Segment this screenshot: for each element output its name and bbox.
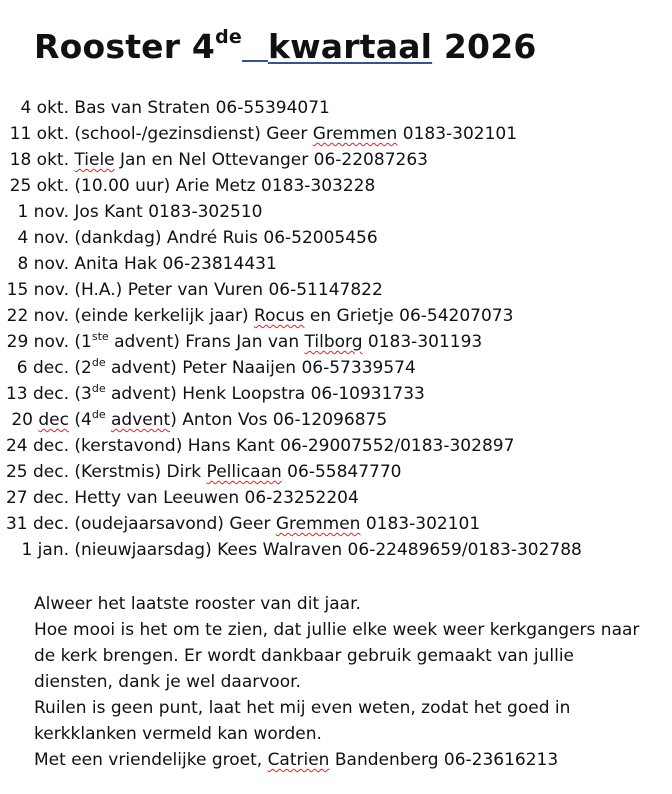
schedule-text: (3 [69,384,92,404]
schedule-date: 4 nov. [17,228,69,248]
schedule-text: 06-55847770 [281,462,402,482]
schedule-row [0,199,672,225]
schedule-date: 29 nov. [6,332,69,352]
ordinal-superscript: de [91,408,106,421]
closing-line-2: Hoe mooi is het om te zien, dat jullie elke week weer kerkgangers naar de kerk brengen. Er wordt dankbaar gebruik gemaakt van jullie diensten, dank je wel daarvoor. [34,620,640,692]
title-superscript: de [215,26,242,48]
signer-rest: Bandenberg 06-23616213 [329,750,559,770]
schedule-text: (dankdag) André Ruis 06-52005456 [69,228,378,248]
schedule-text: Tilborg [304,332,363,352]
closing-text [34,591,654,773]
schedule-text: Rocus [254,306,305,326]
page-title [34,24,537,70]
schedule-row [0,147,672,173]
schedule-text: Jan en Nel Ottevanger 06-22087263 [114,150,428,170]
schedule-text: Gremmen [275,514,361,534]
schedule-date: 22 nov. [6,306,69,326]
closing-line-4 [34,747,654,773]
schedule-row [0,459,672,485]
schedule-text: Anita Hak 06-23814431 [69,254,277,274]
title-word: kwartaal [267,27,433,66]
schedule-date: 31 dec. [5,514,69,534]
schedule-date: 25 dec. [5,462,69,482]
schedule-text: Jos Kant 0183-302510 [69,202,263,222]
schedule-text: Hetty van Leeuwen 06-23252204 [69,488,359,508]
schedule-text: (1 [69,332,92,352]
schedule-row [0,121,672,147]
closing-line-1: Alweer het laatste rooster van dit jaar. [34,594,361,614]
schedule-row [0,329,672,355]
schedule-row [0,433,672,459]
schedule-text: (10.00 uur) Arie Metz 0183-303228 [69,176,376,196]
schedule-text: Tiele [74,150,115,170]
schedule-date: 24 dec. [5,436,69,456]
schedule-text: (nieuwjaarsdag) Kees Walraven 06-22489659/0183-302788 [69,540,582,560]
closing-line-3: Ruilen is geen punt, laat het mij even weten, zodat het goed in kerkklanken vermeld kan worden. [34,698,571,744]
schedule-row [0,277,672,303]
signer-first-name: Catrien [267,750,330,770]
ordinal-superscript: de [91,356,106,369]
schedule-date: 20 dec [11,410,69,430]
schedule-row [0,511,672,537]
schedule-date: 8 nov. [17,254,69,274]
schedule-row [0,173,672,199]
schedule-text: en Grietje 06-54207073 [304,306,514,326]
schedule-text: Bas van Straten 06-55394071 [69,98,330,118]
title-underline-gap [242,60,268,62]
schedule-row [0,95,672,121]
schedule-date: 13 dec. [5,384,69,404]
ordinal-superscript: de [91,382,106,395]
greeting: Met een vriendelijke groet, [34,750,268,770]
schedule-text: (Kerstmis) Dirk [69,462,207,482]
schedule-text: 0183-302101 [360,514,481,534]
schedule-text: (school-/gezinsdienst) Geer [69,124,313,144]
ordinal-superscript: ste [91,330,109,343]
schedule-row [0,225,672,251]
schedule-text: advent) Henk Loopstra 06-10931733 [105,384,425,404]
schedule-text: (einde kerkelijk jaar) [69,306,255,326]
schedule-row [0,537,672,563]
schedule-text: Pellicaan [206,462,282,482]
schedule-date: 4 okt. [20,98,69,118]
schedule-row [0,407,672,433]
schedule-date: 18 okt. [9,150,69,170]
schedule-row [0,355,672,381]
schedule-text: advent) Peter Naaijen 06-57339574 [105,358,416,378]
title-year: 2026 [443,27,537,66]
schedule-text: advent) Frans Jan van [108,332,305,352]
schedule-date: 15 nov. [6,280,69,300]
schedule-date: 1 nov. [17,202,69,222]
schedule-text: (kerstavond) Hans Kant 06-29007552/0183-302897 [69,436,515,456]
schedule-date: 27 dec. [5,488,69,508]
title-prefix: Rooster 4 [34,27,216,66]
schedule-text: (H.A.) Peter van Vuren 06-51147822 [69,280,383,300]
schedule-text: advent [111,410,171,430]
schedule-date: 11 okt. [9,124,69,144]
schedule-date: 1 jan. [21,540,69,560]
schedule-row [0,251,672,277]
schedule-text: 0183-301193 [362,332,483,352]
schedule-text: (2 [69,358,92,378]
schedule-row [0,485,672,511]
schedule-row [0,381,672,407]
schedule-list [0,95,672,563]
schedule-text: (4 [69,410,92,430]
schedule-text: 0183-302101 [397,124,518,144]
schedule-text: ) Anton Vos 06-12096875 [170,410,388,430]
schedule-date: 6 dec. [16,358,69,378]
schedule-date: 25 okt. [9,176,69,196]
schedule-text: (oudejaarsavond) Geer [69,514,276,534]
schedule-row [0,303,672,329]
schedule-text: Gremmen [312,124,398,144]
